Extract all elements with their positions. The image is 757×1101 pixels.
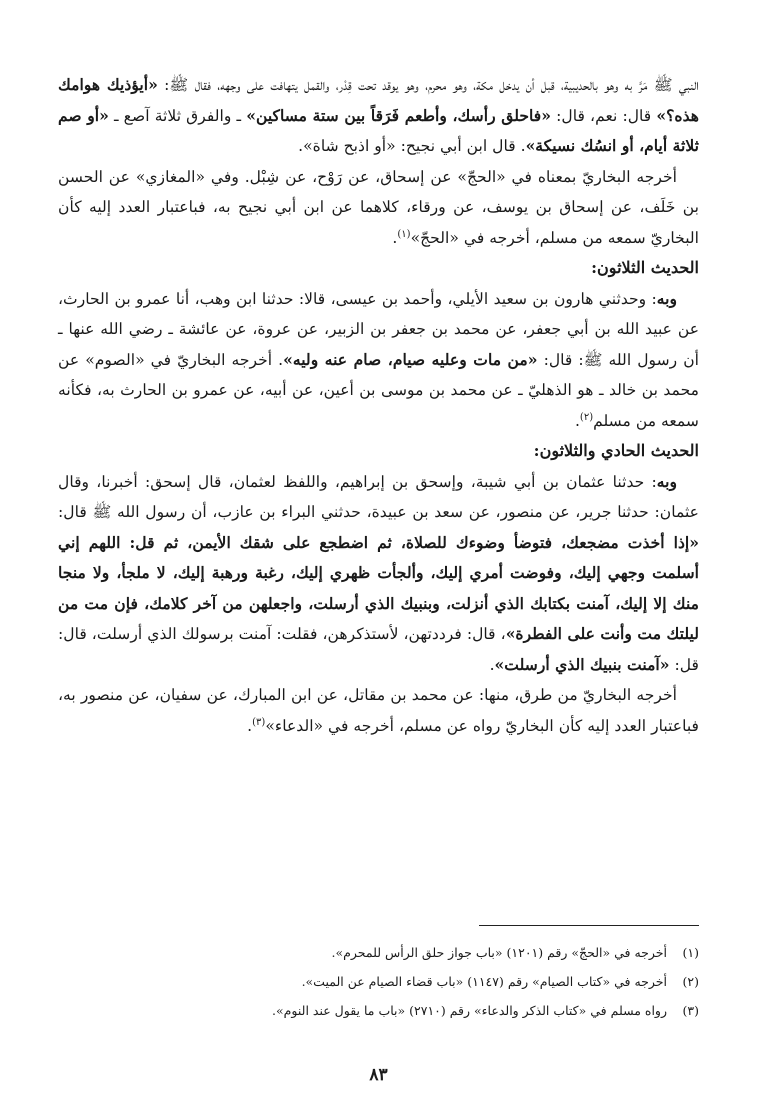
paragraph-hadith-29-end: النبي ﷺ مَرَّ به وهو بالحديبية، قبل أن يدخل مكة، وهو محرم، وهو يوقد تحت قِدْر، والقمل يتهافت على وجهه، فقال ﷺ: «أيؤذيك هوامك هذه؟» قال: نعم، قال: «فاحلق رأسك، وأطعم فَرَقاً بين ستة مساكين» ـ والفرق ثلاثة آصع ـ «أو صم ثلاثة أيام، أو انسُك نسيكة». قال ابن أبي نجيح: «أو اذبح شاة». bbox=[58, 75, 699, 155]
hadith-quote: «آمنت بنبيك الذي أرسلت» bbox=[494, 654, 670, 674]
footnotes bbox=[58, 938, 699, 1025]
footnote-ref-2[interactable]: (٢) bbox=[579, 411, 594, 423]
paragraph-hadith-30: وبه: وحدثني هارون بن سعيد الأيلي، وأحمد بن عيسى، قالا: حدثنا ابن وهب، أنا عمرو بن الحارث، عن عبيد الله بن أبي جعفر، عن محمد بن جعفر بن الزبير، عن عروة، عن عائشة ـ رضي الله عنها ـ أن رسول الله ﷺ: قال: «من مات وعليه صيام، صام عنه وليه». أخرجه البخاريّ في «الصوم» عن محمد بن خالد ـ هو الذهليّ ـ عن محمد بن موسى بن أعين، عن أبيه، عن عمرو بن الحارث به، فكأنه سمعه من مسلم$^{(٢)}$. bbox=[58, 288, 699, 430]
footnote-3: (٣)رواه مسلم في «كتاب الذكر والدعاء» رقم (٢٧١٠) «باب ما يقول عند النوم». bbox=[272, 1003, 699, 1018]
heading-hadith-30: الحديث الثلاثون: bbox=[591, 258, 699, 277]
heading-hadith-31: الحديث الحادي والثلاثون: bbox=[533, 441, 699, 460]
footnote-divider bbox=[479, 925, 699, 926]
hadith-quote: «أو صم ثلاثة أيام، أو انسُك نسيكة» bbox=[58, 105, 699, 155]
footnote-1: (١)أخرجه في «الحجّ» رقم (١٢٠١) «باب جواز حلق الرأس للمحرم». bbox=[331, 945, 699, 960]
page-number: ٨٣ bbox=[369, 1065, 388, 1085]
paragraph-takhrij-31: أخرجه البخاريّ من طرق، منها: عن محمد بن مقاتل، عن ابن المبارك، عن سفيان، عن منصور به، فباعتبار العدد إليه كأن البخاريّ رواه عن مسلم، أخرجه في «الدعاء»$^{(٣)}$. bbox=[58, 686, 699, 735]
footnote-ref-3[interactable]: (٣) bbox=[252, 716, 266, 728]
hadith-quote: «أيؤذيك هوامك هذه؟» bbox=[58, 75, 699, 125]
paragraph-hadith-31: وبه: حدثنا عثمان بن أبي شيبة، وإسحق بن إبراهيم، واللفظ لعثمان، قال إسحق: أخبرنا، وقال عثمان: حدثنا جرير، عن منصور، عن سعد بن عبيدة، حدثني البراء بن عازب، أن رسول الله ﷺ قال: «إذا أخذت مضجعك، فتوضأ وضوءك للصلاة، ثم اضطجع على شقك الأيمن، ثم قل: اللهم إني أسلمت وجهي إليك، وفوضت أمري إليك، وألجأت ظهري إليك، رغبة ورهبة إليك، لا ملجأ، ولا منجا منك إلا إليك، آمنت بكتابك الذي أنزلت، وبنبيك الذي أرسلت، واجعلهن من آخر كلامك، فإن مت من ليلتك مت وأنت على الفطرة»، قال: فرددتهن، لأستذكرهن، فقلت: آمنت برسولك الذي أرسلت، قال: قل: «آمنت بنبيك الذي أرسلت». bbox=[58, 471, 699, 674]
footnote-ref-1[interactable]: (١) bbox=[397, 228, 411, 240]
footnote-2: (٢)أخرجه في «كتاب الصيام» رقم (١١٤٧) «باب قضاء الصيام عن الميت». bbox=[301, 974, 699, 989]
hadith-quote: «فاحلق رأسك، وأطعم فَرَقاً بين ستة مساكين» bbox=[246, 105, 551, 125]
hadith-quote: «إذا أخذت مضجعك، فتوضأ وضوءك للصلاة، ثم اضطجع على شقك الأيمن، ثم قل: اللهم إني أسلمت وجهي إليك، وفوضت أمري إليك، وألجأت ظهري إليك، رغبة ورهبة إليك، لا ملجأ، ولا منجا منك إلا إليك، آمنت بكتابك الذي أنزلت، وبنبيك الذي أرسلت، واجعلهن من آخر كلامك، فإن مت من ليلتك مت وأنت على الفطرة» bbox=[58, 532, 699, 643]
hadith-quote: «من مات وعليه صيام، صام عنه وليه» bbox=[283, 349, 538, 369]
paragraph-takhrij-29: أخرجه البخاريّ بمعناه في «الحجّ» عن إسحاق، عن رَوْح، عن شِبْل. وفي «المغازي» عن الحسن بن خَلَف، عن إسحاق بن يوسف، عن ورقاء، كلاهما عن ابن أبي نجيح به، فباعتبار العدد إليه كأن البخاريّ سمعه من مسلم، أخرجه في «الحجّ»$^{(١)}$. bbox=[58, 167, 699, 247]
page-body bbox=[58, 70, 699, 1101]
